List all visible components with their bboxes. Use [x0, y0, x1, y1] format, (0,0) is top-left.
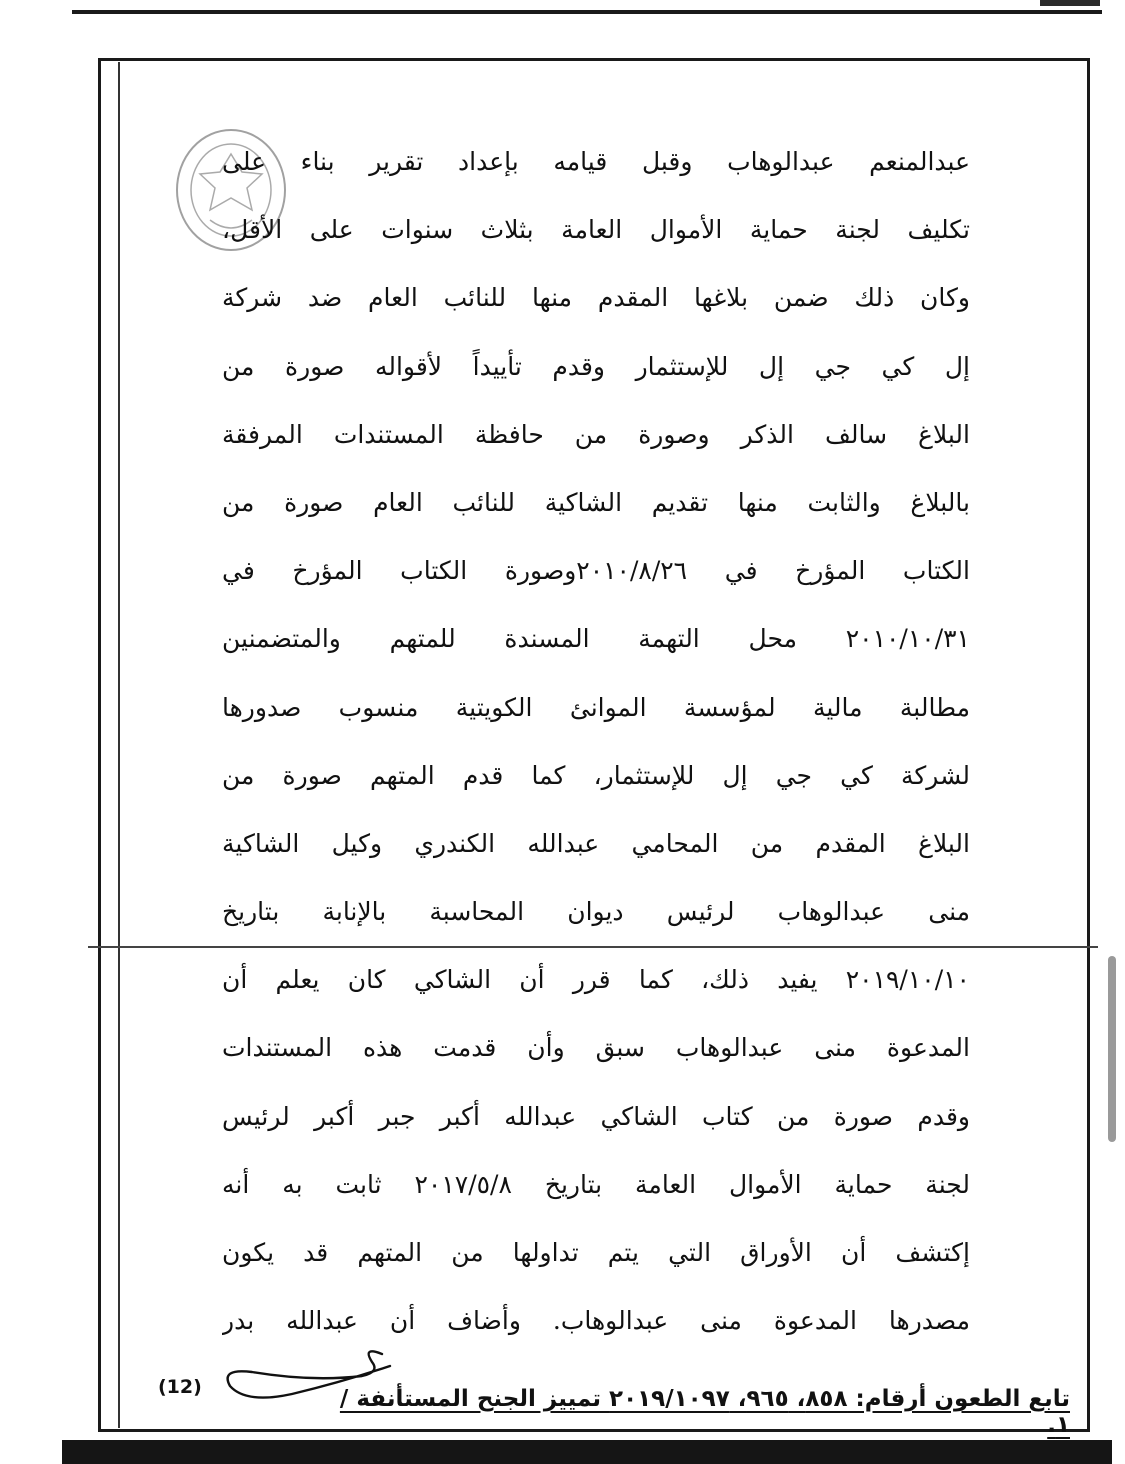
- margin-line: [118, 62, 120, 1428]
- page-number: (12): [158, 1376, 202, 1398]
- bottom-edge-band: [62, 1440, 1112, 1464]
- body-line: إكتشف أن الأوراق التي يتم تداولها من المتهم قد يكون: [222, 1238, 970, 1267]
- body-line: تكليف لجنة حماية الأموال العامة بثلاث سنوات على الأقل،: [222, 215, 970, 245]
- document-body: [222, 128, 970, 1355]
- scrollbar-thumb[interactable]: [1108, 956, 1116, 1142]
- body-line: عبدالمنعم عبدالوهاب وقبل قيامه بإعداد تقرير بناء على: [222, 147, 970, 176]
- body-line: منى عبدالوهاب لرئيس ديوان المحاسبة بالإنابة بتاريخ: [222, 897, 970, 927]
- body-line: مطالبة مالية لمؤسسة الموانئ الكويتية منسوب صدورها: [222, 692, 970, 722]
- body-line: وكان ذلك ضمن بلاغها المقدم منها للنائب العام ضد شركة: [222, 283, 970, 313]
- body-line: لشركة كي جي إل للإستثمار، كما قدم المتهم صورة من: [222, 760, 970, 790]
- body-line: ٢٠١٠/١٠/٣١ محل التهمة المسندة للمتهم والمتضمنين: [222, 624, 970, 654]
- body-line: لجنة حماية الأموال العامة بتاريخ ٢٠١٧/٥/٨ ثابت به أنه: [222, 1169, 970, 1199]
- body-line: البلاغ المقدم من المحامي عبدالله الكندري وكيل الشاكية: [222, 828, 970, 858]
- top-rule: [72, 10, 1102, 14]
- body-line: مصدرها المدعوة منى عبدالوهاب. وأضاف أن عبدالله بدر: [222, 1306, 970, 1336]
- body-line: البلاغ سالف الذكر وصورة من حافظة المستندات المرفقة: [222, 419, 970, 449]
- body-line: ٢٠١٩/١٠/١٠ يفيد ذلك، كما قرر أن الشاكي كان يعلم أن: [222, 965, 970, 995]
- top-edge-mark: [1040, 0, 1100, 6]
- footer-case-reference: تابع الطعون أرقام: ٨٥٨، ٩٦٥، ٢٠١٩/١٠٩٧ تمييز الجنح المستأنفة /١.: [339, 1386, 1070, 1438]
- body-line: بالبلاغ والثابت منها تقديم الشاكية للنائب العام صورة من: [222, 487, 970, 517]
- body-line: وقدم صورة من كتاب الشاكي عبدالله أكبر جبر أكبر لرئيس: [222, 1101, 970, 1131]
- body-line: إل كي جي إل للإستثمار وقدم تأييداً لأقواله صورة من: [222, 351, 970, 381]
- body-line: الكتاب المؤرخ في ٢٠١٠/٨/٢٦وصورة الكتاب المؤرخ في: [222, 556, 970, 586]
- body-line: المدعوة منى عبدالوهاب سبق وأن قدمت هذه المستندات: [222, 1033, 970, 1063]
